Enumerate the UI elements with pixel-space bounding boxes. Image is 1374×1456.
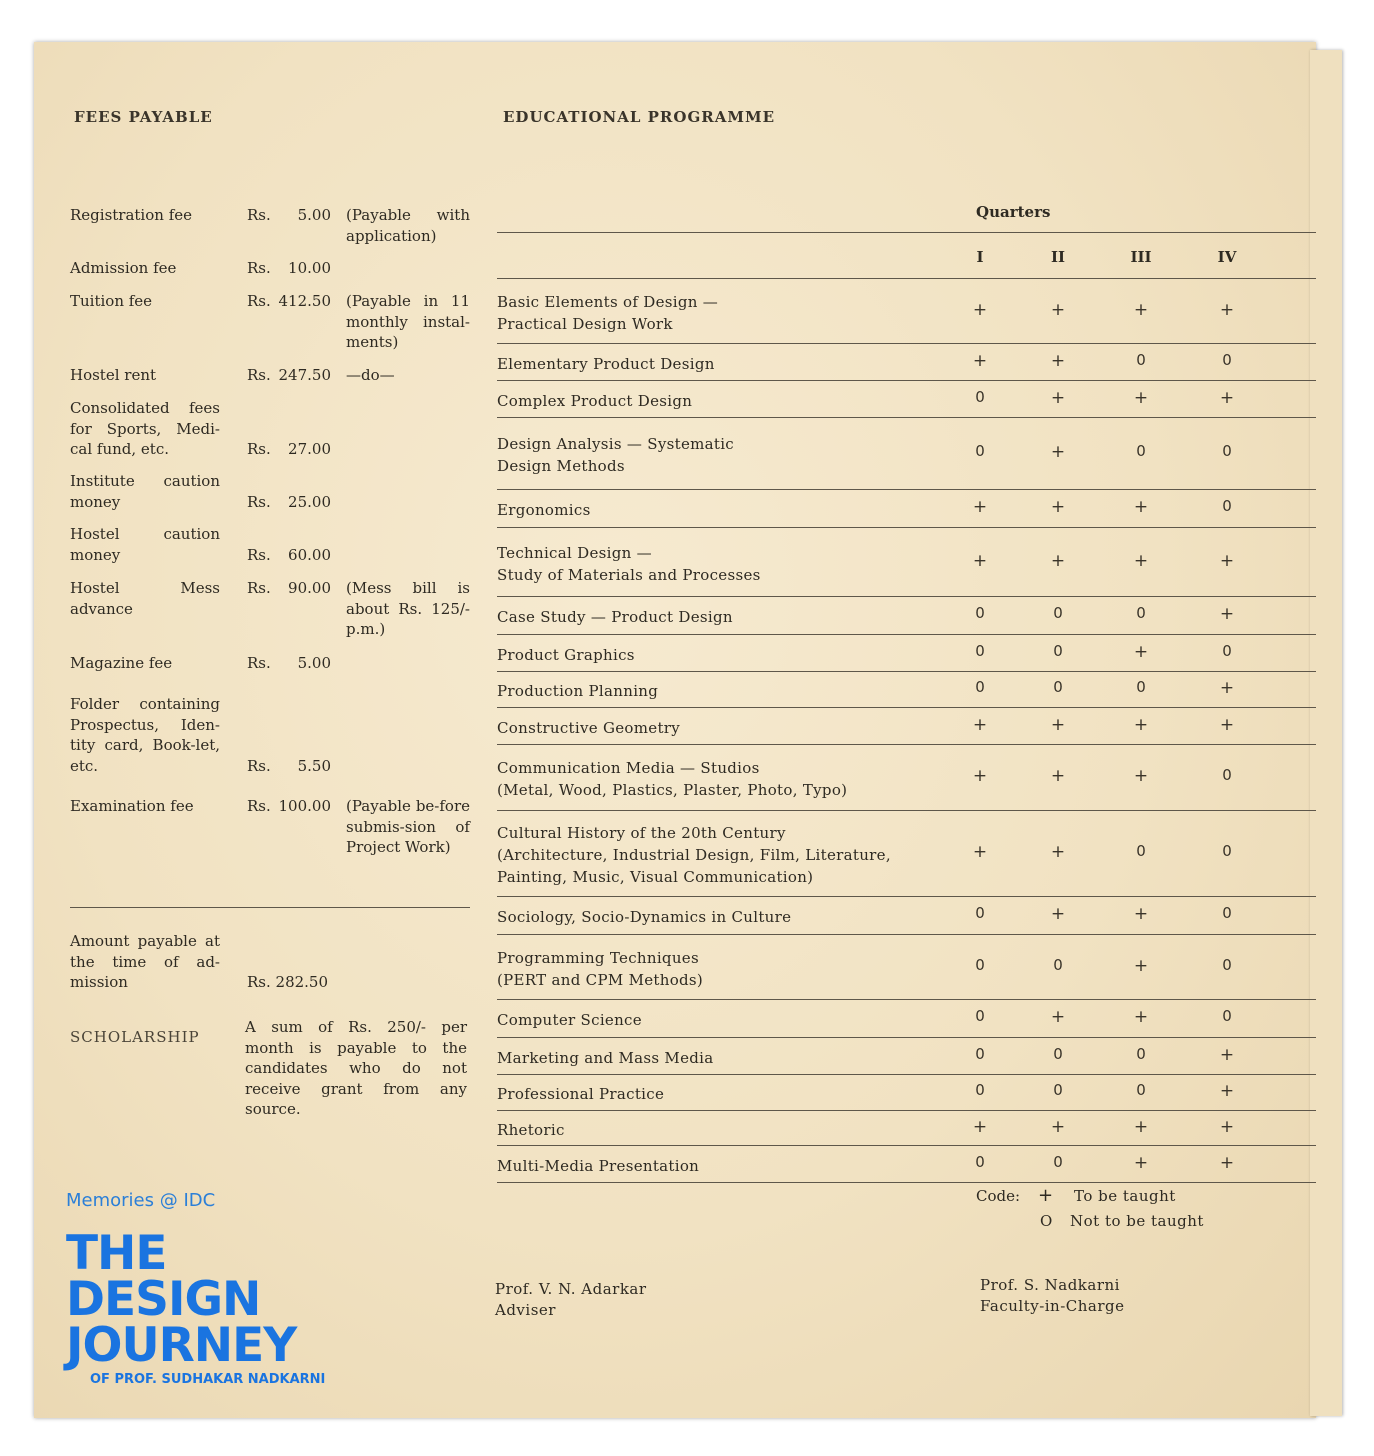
fee-note: (Payable be-fore submis-sion of Project Work)	[346, 797, 470, 856]
table-rule	[497, 527, 1316, 528]
fee-value: 5.00	[297, 654, 331, 672]
fee-currency: Rs.	[247, 259, 271, 277]
signature-faculty	[980, 1275, 1125, 1317]
taught-mark: +	[1050, 904, 1066, 924]
taught-mark: +	[1050, 442, 1066, 462]
subject-name	[497, 1047, 927, 1069]
subject-name	[497, 822, 927, 888]
taught-mark: +	[1219, 678, 1235, 698]
fee-note: —do—	[346, 366, 395, 384]
scholarship-text: A sum of Rs. 250/- per month is payable to the candidates who do not receive grant from any source.	[245, 1018, 467, 1118]
total-amount: Rs. 282.50	[247, 973, 329, 991]
table-rule	[497, 1037, 1316, 1038]
fee-note: (Mess bill is about Rs. 125/- p.m.)	[346, 579, 470, 638]
subject-name	[497, 390, 927, 412]
subject-line: Cultural History of the 20th Century	[497, 824, 786, 842]
not-taught-mark: 0	[975, 1152, 985, 1171]
fee-value: 10.00	[288, 259, 331, 277]
fee-note: (Payable with application)	[346, 206, 470, 245]
subject-line: Painting, Music, Visual Communication)	[497, 868, 814, 886]
subject-name	[497, 717, 927, 739]
subject-line: (PERT and CPM Methods)	[497, 970, 704, 989]
subject-line: Production Planning	[497, 682, 659, 700]
table-rule	[497, 489, 1316, 490]
not-taught-mark: 0	[975, 955, 985, 974]
subject-name	[497, 499, 927, 521]
subject-name	[497, 433, 927, 477]
fee-currency: Rs.	[247, 797, 271, 815]
fee-value: 412.50	[278, 292, 331, 310]
taught-mark: +	[1050, 842, 1066, 862]
fee-value: 100.00	[278, 797, 331, 815]
fee-currency: Rs.	[247, 440, 271, 458]
fee-currency: Rs.	[247, 757, 271, 775]
table-rule	[497, 596, 1316, 597]
taught-mark: +	[1050, 1116, 1066, 1137]
subject-name	[497, 606, 927, 628]
subject-line: Programming Techniques	[497, 948, 699, 967]
subject-name	[497, 644, 927, 666]
taught-mark: +	[1219, 604, 1235, 624]
table-rule	[497, 417, 1316, 418]
taught-mark: +	[1050, 1007, 1066, 1027]
not-taught-mark: 0	[1222, 842, 1232, 860]
subject-line: Case Study — Product Design	[497, 608, 733, 626]
quarter-header: II	[1050, 248, 1066, 266]
taught-mark: +	[1133, 766, 1149, 786]
taught-mark: +	[1133, 641, 1149, 662]
subject-line: Complex Product Design	[497, 391, 693, 410]
brand-subtitle: OF PROF. SUDHAKAR NADKARNI	[90, 1372, 326, 1387]
fee-note: (Payable in 11 monthly instal-ments)	[346, 292, 470, 351]
fee-label: Registration fee	[70, 206, 192, 224]
taught-mark: +	[1219, 1116, 1235, 1137]
subject-line: Design Analysis — Systematic	[497, 435, 735, 453]
table-rule	[497, 934, 1316, 935]
subject-name	[497, 1155, 927, 1177]
not-taught-mark: 0	[1136, 842, 1146, 860]
table-rule	[497, 278, 1316, 279]
zero-meaning: Not to be taught	[1070, 1212, 1204, 1230]
taught-mark: +	[972, 350, 988, 371]
subject-line: Basic Elements of Design —	[497, 292, 719, 311]
not-taught-mark: 0	[1222, 766, 1232, 784]
taught-mark: +	[972, 842, 988, 862]
table-rule	[497, 343, 1316, 344]
taught-mark: +	[1219, 1044, 1235, 1065]
subject-line: Professional Practice	[497, 1085, 665, 1103]
quarters-title: Quarters	[976, 203, 1051, 221]
fee-value: 247.50	[278, 366, 331, 384]
taught-mark: +	[1050, 350, 1066, 371]
brand-title-line-1: THE	[66, 1226, 167, 1281]
signature-name: Prof. S. Nadkarni	[980, 1276, 1120, 1294]
not-taught-mark: 0	[1053, 1044, 1063, 1063]
total-label: Amount payable at the time of ad-mission	[70, 932, 220, 991]
subject-line: (Architecture, Industrial Design, Film, Literature,	[497, 846, 891, 864]
subject-name	[497, 291, 927, 335]
fee-value: 5.00	[297, 206, 331, 224]
subject-name	[497, 1009, 927, 1031]
not-taught-mark: 0	[975, 442, 985, 460]
table-rule	[497, 896, 1316, 897]
not-taught-mark: 0	[1222, 350, 1232, 369]
subject-line: Communication Media — Studios	[497, 759, 760, 777]
subject-line: Technical Design —	[497, 543, 652, 562]
taught-mark: +	[1133, 299, 1149, 320]
subject-name	[497, 542, 927, 586]
not-taught-mark: 0	[1222, 904, 1232, 922]
signature-role: Faculty-in-Charge	[980, 1297, 1125, 1315]
subject-line: Elementary Product Design	[497, 354, 715, 373]
taught-mark: +	[1133, 1007, 1149, 1027]
taught-mark: +	[972, 299, 988, 320]
taught-mark: +	[1133, 1116, 1149, 1137]
signature-name: Prof. V. N. Adarkar	[495, 1280, 647, 1298]
subject-line: Product Graphics	[497, 645, 635, 664]
not-taught-mark: 0	[975, 678, 985, 696]
table-rule	[497, 707, 1316, 708]
table-rule	[497, 1182, 1316, 1183]
not-taught-mark: 0	[975, 387, 985, 406]
taught-mark: +	[1219, 387, 1235, 408]
table-rule	[497, 232, 1316, 233]
table-rule	[497, 744, 1316, 745]
fee-currency: Rs.	[247, 579, 271, 597]
fee-label: Tuition fee	[70, 292, 153, 310]
not-taught-mark: 0	[1053, 1081, 1063, 1099]
subject-line: Marketing and Mass Media	[497, 1048, 714, 1067]
taught-mark: +	[1219, 1152, 1235, 1173]
zero-symbol: O	[1040, 1212, 1053, 1230]
quarter-header: III	[1130, 248, 1152, 266]
taught-mark: +	[1050, 550, 1066, 571]
not-taught-mark: 0	[1222, 497, 1232, 515]
fee-currency: Rs.	[247, 366, 271, 384]
not-taught-mark: 0	[1222, 641, 1232, 660]
subject-name	[497, 757, 927, 801]
fee-label: Institute caution money	[70, 472, 220, 511]
signature-adviser	[495, 1279, 647, 1321]
not-taught-mark: 0	[975, 1044, 985, 1063]
taught-mark: +	[1219, 550, 1235, 571]
brand-title-line-2: DESIGN	[66, 1272, 261, 1327]
fee-label: Hostel caution money	[70, 525, 220, 564]
not-taught-mark: 0	[975, 604, 985, 622]
fee-label: Examination fee	[70, 797, 194, 815]
fee-label: Hostel rent	[70, 366, 157, 384]
subject-name	[497, 1083, 927, 1105]
scholarship-label: SCHOLARSHIP	[70, 1028, 200, 1046]
not-taught-mark: 0	[975, 904, 985, 922]
taught-mark: +	[1133, 904, 1149, 924]
fee-value: 90.00	[288, 579, 331, 597]
quarter-header: IV	[1217, 248, 1237, 266]
taught-mark: +	[972, 766, 988, 786]
table-rule	[497, 999, 1316, 1000]
fee-currency: Rs.	[247, 292, 271, 310]
fee-label: Admission fee	[70, 259, 177, 277]
table-rule	[497, 380, 1316, 381]
not-taught-mark: 0	[1053, 604, 1063, 622]
not-taught-mark: 0	[1136, 1081, 1146, 1099]
fee-label: Folder containing Prospectus, Iden-tity card, Book-let, etc.	[70, 695, 220, 775]
not-taught-mark: 0	[1136, 678, 1146, 696]
not-taught-mark: 0	[1053, 641, 1063, 660]
taught-mark: +	[972, 497, 988, 517]
not-taught-mark: 0	[1222, 442, 1232, 460]
plus-symbol: +	[1038, 1185, 1054, 1206]
subject-line: Practical Design Work	[497, 314, 673, 333]
not-taught-mark: 0	[1136, 350, 1146, 369]
taught-mark: +	[1219, 299, 1235, 320]
table-rule	[497, 671, 1316, 672]
fee-value: 27.00	[288, 440, 331, 458]
taught-mark: +	[972, 714, 988, 735]
brand-tagline: Memories @ IDC	[66, 1190, 216, 1211]
table-rule	[497, 810, 1316, 811]
fee-label: Consolidated fees for Sports, Medi-cal fund, etc.	[70, 399, 220, 458]
taught-mark: +	[1133, 955, 1149, 976]
fees-total-rule	[70, 907, 470, 908]
table-rule	[497, 1110, 1316, 1111]
subject-line: Constructive Geometry	[497, 718, 681, 737]
not-taught-mark: 0	[975, 1007, 985, 1025]
not-taught-mark: 0	[1053, 678, 1063, 696]
table-rule	[497, 634, 1316, 635]
not-taught-mark: 0	[1053, 1152, 1063, 1171]
subject-line: Ergonomics	[497, 501, 591, 519]
not-taught-mark: 0	[1136, 1044, 1146, 1063]
taught-mark: +	[1050, 387, 1066, 408]
fee-label: Magazine fee	[70, 654, 173, 672]
taught-mark: +	[1133, 1152, 1149, 1173]
subject-name	[497, 1119, 927, 1141]
fee-label: Hostel Mess advance	[70, 579, 220, 618]
plus-meaning: To be taught	[1074, 1187, 1176, 1205]
not-taught-mark: 0	[1053, 955, 1063, 974]
subject-name	[497, 906, 927, 928]
not-taught-mark: 0	[1222, 955, 1232, 974]
taught-mark: +	[1133, 387, 1149, 408]
programme-heading: EDUCATIONAL PROGRAMME	[503, 108, 776, 126]
fee-currency: Rs.	[247, 654, 271, 672]
fee-currency: Rs.	[247, 206, 271, 224]
subject-line: (Metal, Wood, Plastics, Plaster, Photo, Typo)	[497, 781, 848, 799]
taught-mark: +	[1219, 714, 1235, 735]
brand-title-line-3: JOURNEY	[66, 1318, 297, 1373]
taught-mark: +	[1050, 766, 1066, 786]
taught-mark: +	[972, 1116, 988, 1137]
subject-line: Design Methods	[497, 457, 625, 475]
table-rule	[497, 1074, 1316, 1075]
taught-mark: +	[972, 550, 988, 571]
fee-value: 25.00	[288, 493, 331, 511]
taught-mark: +	[1050, 497, 1066, 517]
taught-mark: +	[1050, 714, 1066, 735]
subject-name	[497, 680, 927, 702]
taught-mark: +	[1133, 497, 1149, 517]
fee-value: 5.50	[297, 757, 331, 775]
fee-currency: Rs.	[247, 546, 271, 564]
taught-mark: +	[1133, 550, 1149, 571]
quarter-header: I	[976, 248, 984, 266]
subject-line: Rhetoric	[497, 1120, 565, 1139]
subject-line: Study of Materials and Processes	[497, 565, 761, 584]
table-rule	[497, 1145, 1316, 1146]
subject-line: Multi-Media Presentation	[497, 1156, 700, 1175]
taught-mark: +	[1133, 714, 1149, 735]
subject-name	[497, 353, 927, 375]
fees-heading: FEES PAYABLE	[74, 108, 213, 126]
subject-line: Sociology, Socio-Dynamics in Culture	[497, 908, 792, 926]
code-label: Code:	[976, 1187, 1021, 1205]
taught-mark: +	[1219, 1081, 1235, 1101]
subject-line: Computer Science	[497, 1011, 642, 1029]
signature-role: Adviser	[495, 1301, 556, 1319]
not-taught-mark: 0	[1222, 1007, 1232, 1025]
not-taught-mark: 0	[1136, 604, 1146, 622]
fee-currency: Rs.	[247, 493, 271, 511]
not-taught-mark: 0	[1136, 442, 1146, 460]
fee-value: 60.00	[288, 546, 331, 564]
not-taught-mark: 0	[975, 641, 985, 660]
not-taught-mark: 0	[975, 1081, 985, 1099]
subject-name	[497, 947, 927, 991]
page-back-edge	[1310, 50, 1342, 1416]
taught-mark: +	[1050, 299, 1066, 320]
